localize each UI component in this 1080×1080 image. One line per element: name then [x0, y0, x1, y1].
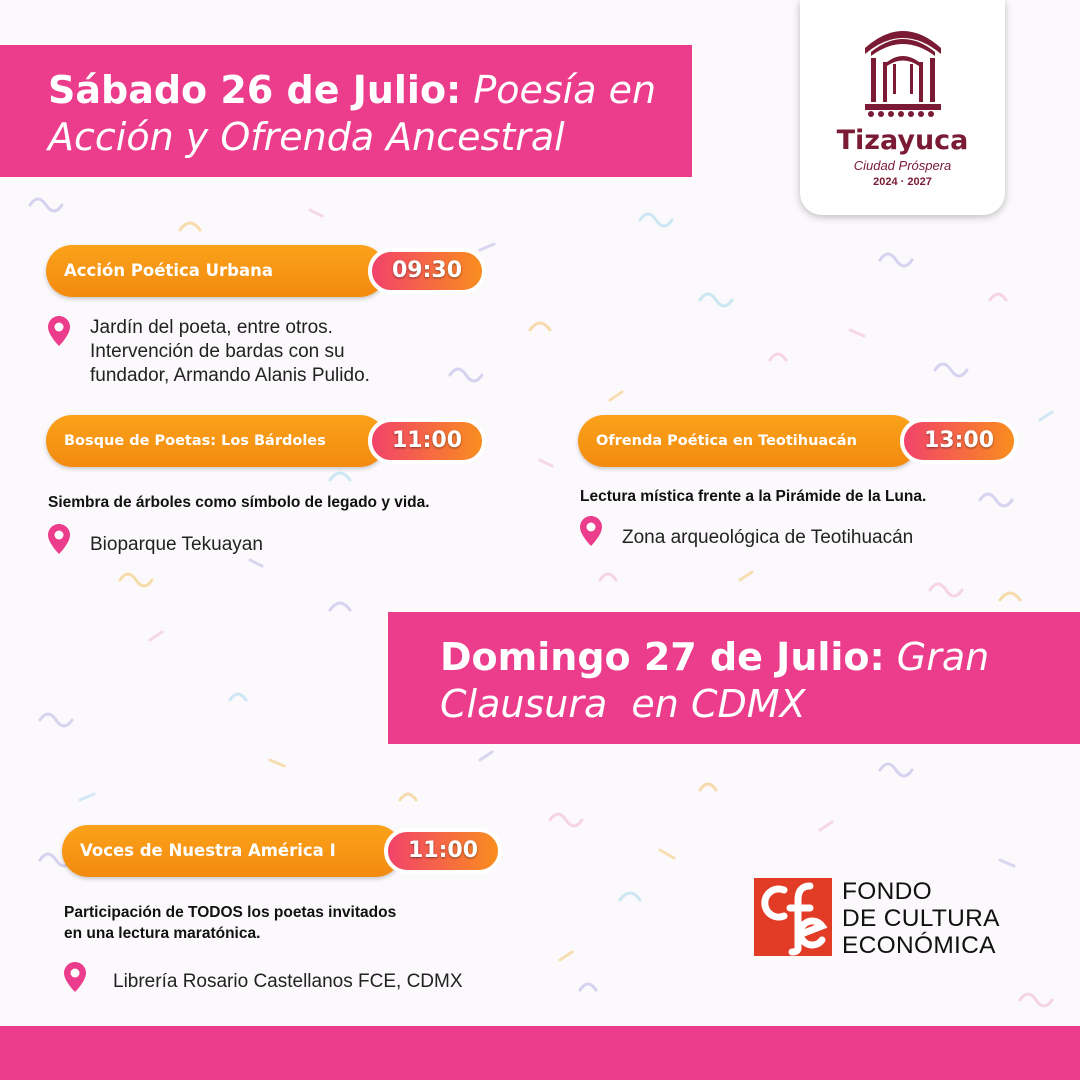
- location-pin-icon: [64, 962, 86, 992]
- event-time: 13:00: [900, 418, 1018, 464]
- bottom-bar: [0, 1026, 1080, 1080]
- event-time: 09:30: [368, 248, 486, 294]
- event-location: Librería Rosario Castellanos FCE, CDMX: [113, 971, 463, 992]
- day2-title-part1: Gran: [884, 635, 990, 679]
- description-line: en una lectura maratónica.: [64, 925, 261, 942]
- arches-icon: [861, 18, 945, 118]
- event-name: Voces de Nuestra América I: [62, 825, 402, 877]
- event-location: [90, 316, 370, 388]
- event-location: Zona arqueológica de Teotihuacán: [622, 527, 914, 548]
- day2-title-part2: Clausura en CDMX: [440, 682, 806, 726]
- location-line: Intervención de bardas con su: [90, 341, 345, 362]
- event-name: Bosque de Poetas: Los Bárdoles: [46, 415, 386, 467]
- day1-title-part1: Poesía en: [461, 68, 657, 112]
- location-pin-icon: [580, 516, 602, 546]
- event-pill-bosque-poetas: [46, 415, 486, 467]
- fce-line: FONDO: [842, 878, 932, 905]
- tizayuca-logo: [800, 0, 1005, 215]
- event-description: Lectura mística frente a la Pirámide de la Luna.: [580, 488, 927, 505]
- location-line: Jardín del poeta, entre otros.: [90, 317, 333, 338]
- location-line: fundador, Armando Alanis Pulido.: [90, 365, 370, 386]
- day1-banner: [0, 45, 692, 177]
- event-time: 11:00: [368, 418, 486, 464]
- fce-line: DE CULTURA: [842, 905, 1000, 932]
- event-pill-ofrenda-poetica: [578, 415, 1018, 467]
- logo-subtitle: Ciudad Próspera: [853, 158, 952, 173]
- event-pill-voces-america: [62, 825, 502, 877]
- location-pin-icon: [48, 524, 70, 554]
- logo-years: 2024 · 2027: [873, 176, 932, 188]
- event-pill-accion-poetica: [46, 245, 486, 297]
- location-pin-icon: [48, 316, 70, 346]
- fce-name: [842, 878, 1072, 959]
- event-name: Acción Poética Urbana: [46, 245, 386, 297]
- description-line: Participación de TODOS los poetas invitados: [64, 904, 397, 921]
- day2-banner: [388, 612, 1080, 744]
- event-name: Ofrenda Poética en Teotihuacán: [578, 415, 918, 467]
- day1-title-part2: Acción y Ofrenda Ancestral: [48, 115, 565, 159]
- event-time: 11:00: [384, 828, 502, 874]
- day2-title-date: Domingo 27 de Julio:: [440, 635, 885, 679]
- fce-logo-icon: [754, 878, 832, 956]
- event-description: Siembra de árboles como símbolo de legado y vida.: [48, 494, 430, 511]
- logo-city-name: Tizayuca: [836, 125, 969, 156]
- event-location: Bioparque Tekuayan: [90, 534, 263, 555]
- event-description: [64, 902, 396, 944]
- fce-line: ECONÓMICA: [842, 932, 996, 959]
- day1-title-date: Sábado 26 de Julio:: [48, 68, 462, 112]
